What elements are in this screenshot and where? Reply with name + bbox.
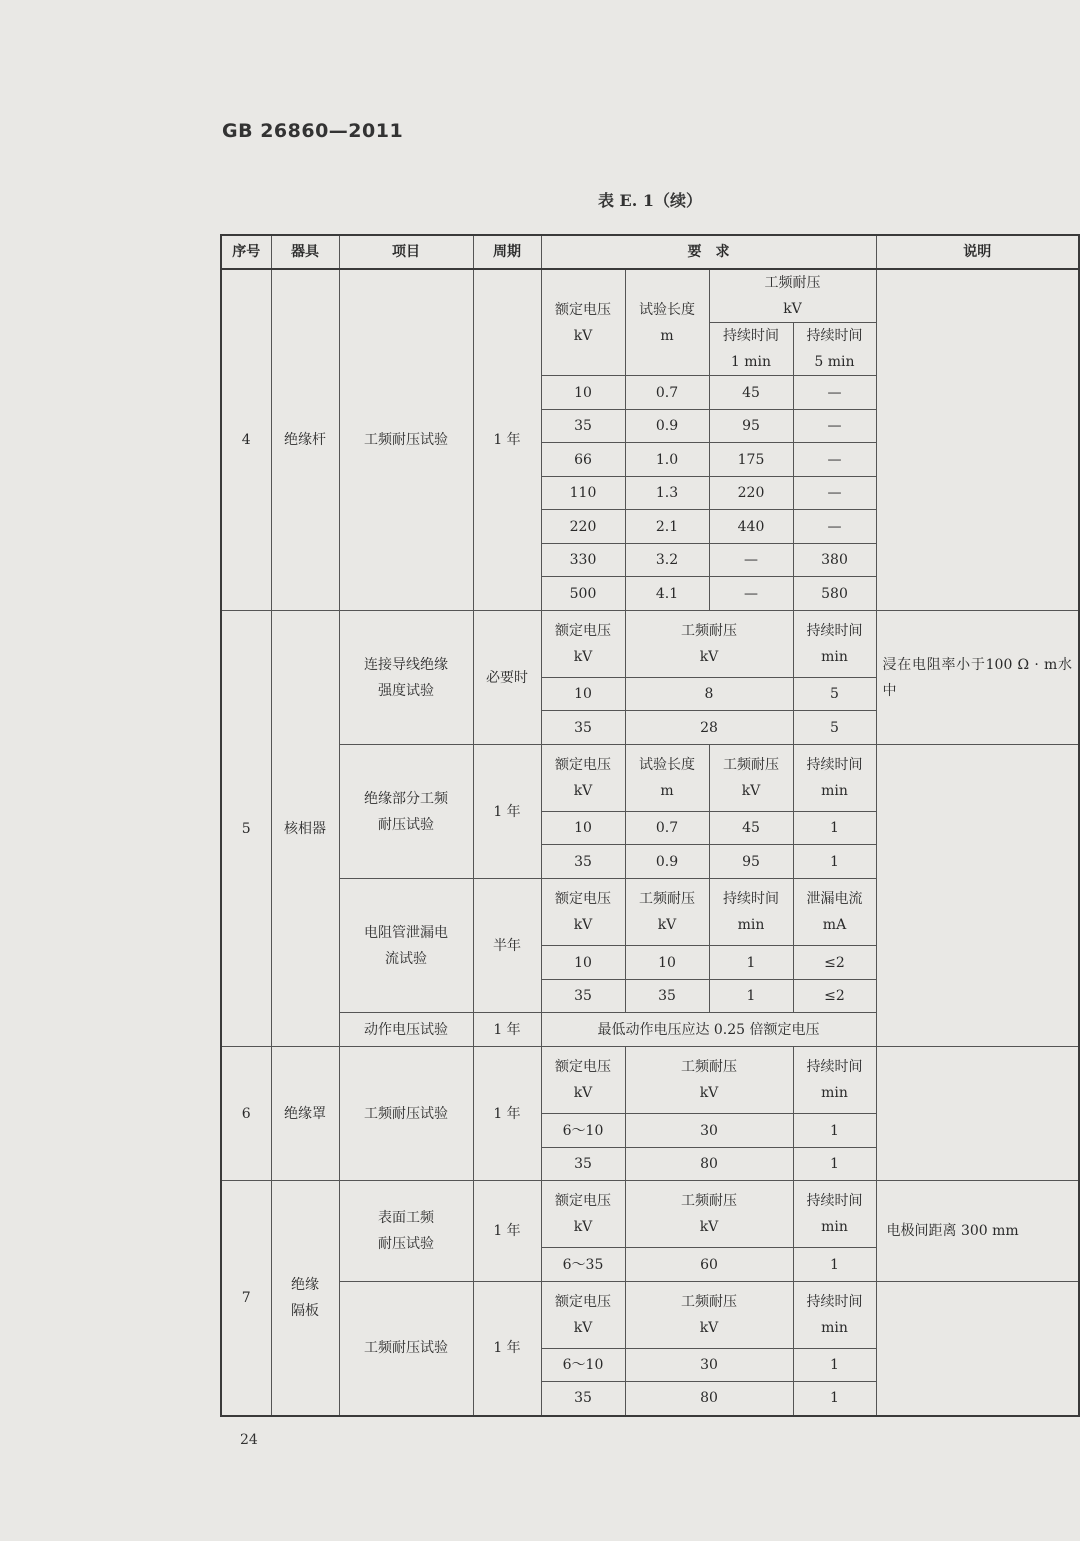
r5d-cycle: 1 年 [473,1013,541,1047]
cell: 1 [709,980,793,1013]
cell: 35 [541,1148,625,1181]
r5-tool: 核相器 [271,611,339,1047]
h1: 额定电压 [555,623,611,639]
cell: 8 [625,678,793,711]
cell: 0.9 [625,410,709,443]
r5c-cycle: 半年 [473,879,541,1013]
cell: 80 [625,1148,793,1181]
r7b-h-withstand [625,1282,793,1349]
r4-h-dur5-1: 持续时间 [806,328,863,344]
r5b-h-duration [793,745,876,812]
cell: 1 [709,946,793,980]
cell: 110 [541,477,625,510]
cell: 66 [541,443,625,477]
r5b-head-row [221,745,1079,812]
r5c-h-duration [709,879,793,946]
cell: 6～10 [541,1114,625,1148]
r7b-h-duration [793,1282,876,1349]
cell: 35 [541,711,625,745]
h2: min [821,1320,848,1336]
cell: ≤2 [793,980,876,1013]
r7a-item-text: 表面工频耐压试验 [378,1210,434,1252]
r6-note [876,1047,1079,1181]
r4-h-withstand-2: kV [783,301,802,317]
cell: 28 [625,711,793,745]
r7-tool [271,1181,339,1416]
r5b-item [339,745,473,879]
cell: 10 [541,376,625,410]
h2: kV [573,649,593,665]
r4-h-withstand [709,269,876,323]
h2: kV [699,649,719,665]
r5a-cycle: 必要时 [473,611,541,745]
r5b-h-withstand [709,745,793,812]
col-note: 说明 [876,235,1079,269]
cell: 30 [625,1349,793,1382]
cell: 380 [793,544,876,577]
r7b-h-voltage [541,1282,625,1349]
cell: 35 [541,410,625,443]
h1: 额定电压 [555,1294,611,1310]
cell: — [709,577,793,611]
r7a-head-row [221,1181,1079,1248]
h2: kV [573,917,593,933]
r7b-item: 工频耐压试验 [339,1282,473,1416]
cell: 2.1 [625,510,709,544]
cell: 10 [541,812,625,845]
r4-h-length-1: 试验长度 [639,301,695,318]
r4-h-dur5 [793,323,876,376]
cell: 500 [541,577,625,611]
r4-h-voltage-2: kV [573,327,593,344]
r5a-note: 浸在电阻率小于100 Ω · m水中 [876,611,1079,745]
cell: 45 [709,376,793,410]
page-number: 24 [240,1432,258,1448]
cell: 35 [541,980,625,1013]
r4-cycle: 1 年 [473,269,541,611]
standard-code: GB 26860—2011 [222,120,404,142]
h2: mA [822,917,847,933]
r4-h-length-2: m [660,327,674,344]
h1: 持续时间 [806,757,863,773]
r5a-h-withstand [625,611,793,678]
h1: 额定电压 [555,1059,611,1075]
cell: 1 [793,1382,876,1416]
r4-tool: 绝缘杆 [271,269,339,611]
h2: kV [699,1085,719,1101]
h1: 工频耐压 [681,1059,737,1075]
r4-note [876,269,1079,611]
h1: 工频耐压 [681,623,737,639]
r6-h-duration [793,1047,876,1114]
cell: — [709,544,793,577]
cell: 220 [709,477,793,510]
r5b-h-length [625,745,709,812]
cell: 10 [625,946,709,980]
cell: 5 [793,678,876,711]
cell: 95 [709,845,793,879]
cell: 6～35 [541,1248,625,1282]
cell: 330 [541,544,625,577]
h2: m [660,783,674,799]
h2: kV [657,917,677,933]
cell: 1 [793,1114,876,1148]
h2: min [821,1085,848,1101]
cell: 1 [793,812,876,845]
cell: 5 [793,711,876,745]
col-seq: 序号 [221,235,271,269]
cell: 1.0 [625,443,709,477]
r7a-note: 电极间距离 300 mm [876,1181,1079,1282]
r5c-h-leakage [793,879,876,946]
r5-seq: 5 [221,611,271,1047]
r5c-h-voltage [541,879,625,946]
h2: min [821,1219,848,1235]
h1: 持续时间 [806,1294,863,1310]
h1: 泄漏电流 [806,891,863,907]
cell: — [793,376,876,410]
cell: — [793,510,876,544]
cell: 1 [793,845,876,879]
cell: 10 [541,678,625,711]
r4-h-voltage [541,269,625,376]
cell: ≤2 [793,946,876,980]
header-row [221,235,1079,269]
r5b-h-voltage [541,745,625,812]
h2: kV [573,1085,593,1101]
h2: kV [741,783,761,799]
r7a-item [339,1181,473,1282]
r4-item: 工频耐压试验 [339,269,473,611]
col-req: 要 求 [541,235,876,269]
h1: 工频耐压 [723,757,779,773]
r6-h-voltage [541,1047,625,1114]
r5a-item-text: 连接导线绝缘强度试验 [364,656,448,699]
col-tool: 器具 [271,235,339,269]
col-item: 项目 [339,235,473,269]
cell: 1 [793,1349,876,1382]
r5d-req: 最低动作电压应达 0.25 倍额定电压 [541,1013,876,1047]
r5-note-empty [876,745,1079,1047]
r5c-h-withstand [625,879,709,946]
cell: — [793,477,876,510]
r7a-cycle: 1 年 [473,1181,541,1282]
r5c-item [339,879,473,1013]
h2: min [821,783,848,799]
r6-head-row [221,1047,1079,1114]
cell: 35 [541,1382,625,1416]
r5b-cycle: 1 年 [473,745,541,879]
r7-tool-text: 绝缘隔板 [291,1276,319,1319]
cell: 10 [541,946,625,980]
cell: 35 [625,980,709,1013]
cell: 0.9 [625,845,709,879]
cell: 95 [709,410,793,443]
h1: 工频耐压 [639,891,695,907]
cell: 220 [541,510,625,544]
cell: 1.3 [625,477,709,510]
r4-h-dur1 [709,323,793,376]
cell: 0.7 [625,376,709,410]
r7a-h-voltage [541,1181,625,1248]
cell: 30 [625,1114,793,1148]
cell: 0.7 [625,812,709,845]
h1: 持续时间 [806,1059,863,1075]
h1: 持续时间 [806,623,863,639]
r4-h-dur1-2: 1 min [730,354,772,370]
h2: kV [573,1320,593,1336]
r7b-head-row [221,1282,1079,1349]
r4-h-dur5-2: 5 min [814,354,855,370]
h2: min [821,649,848,665]
col-cycle: 周期 [473,235,541,269]
r4-h-voltage-1: 额定电压 [555,301,611,318]
cell: 3.2 [625,544,709,577]
r5a-h-duration [793,611,876,678]
r7-seq: 7 [221,1181,271,1416]
r5a-h-voltage [541,611,625,678]
cell: 80 [625,1382,793,1416]
h1: 额定电压 [555,1193,611,1209]
r4-h-length [625,269,709,376]
r5a-head-row [221,611,1079,678]
r7a-h-duration [793,1181,876,1248]
cell: 45 [709,812,793,845]
h1: 持续时间 [723,891,779,907]
r5b-item-text: 绝缘部分工频耐压试验 [364,790,448,833]
h1: 试验长度 [639,757,695,773]
r6-h-withstand [625,1047,793,1114]
cell: 4.1 [625,577,709,611]
h1: 持续时间 [806,1193,863,1209]
r6-cycle: 1 年 [473,1047,541,1181]
r7b-note [876,1282,1079,1416]
r4-h-dur1-1: 持续时间 [723,328,779,344]
cell: 60 [625,1248,793,1282]
r5c-item-text: 电阻管泄漏电流试验 [364,924,448,967]
r7b-cycle: 1 年 [473,1282,541,1416]
r4-seq: 4 [221,269,271,611]
table-title: 表 E. 1（续） [597,191,703,210]
r6-tool: 绝缘罩 [271,1047,339,1181]
cell: 35 [541,845,625,879]
h1: 额定电压 [555,757,611,773]
h1: 工频耐压 [681,1193,737,1209]
r6-item: 工频耐压试验 [339,1047,473,1181]
r4-head-row [221,269,1079,323]
cell: 175 [709,443,793,477]
cell: 440 [709,510,793,544]
h1: 工频耐压 [681,1294,737,1310]
cell: 1 [793,1148,876,1181]
cell: — [793,443,876,477]
h2: kV [699,1320,719,1336]
cell: — [793,410,876,443]
r6-seq: 6 [221,1047,271,1181]
h1: 额定电压 [555,891,611,907]
cell: 1 [793,1248,876,1282]
h2: kV [573,783,593,799]
r5d-item: 动作电压试验 [339,1013,473,1047]
r4-h-withstand-1: 工频耐压 [764,275,821,291]
r7a-h-withstand [625,1181,793,1248]
test-requirements-table [220,234,1080,1417]
h2: kV [699,1219,719,1235]
h2: min [737,917,765,933]
cell: 580 [793,577,876,611]
h2: kV [573,1219,593,1235]
r5a-item [339,611,473,745]
cell: 6～10 [541,1349,625,1382]
